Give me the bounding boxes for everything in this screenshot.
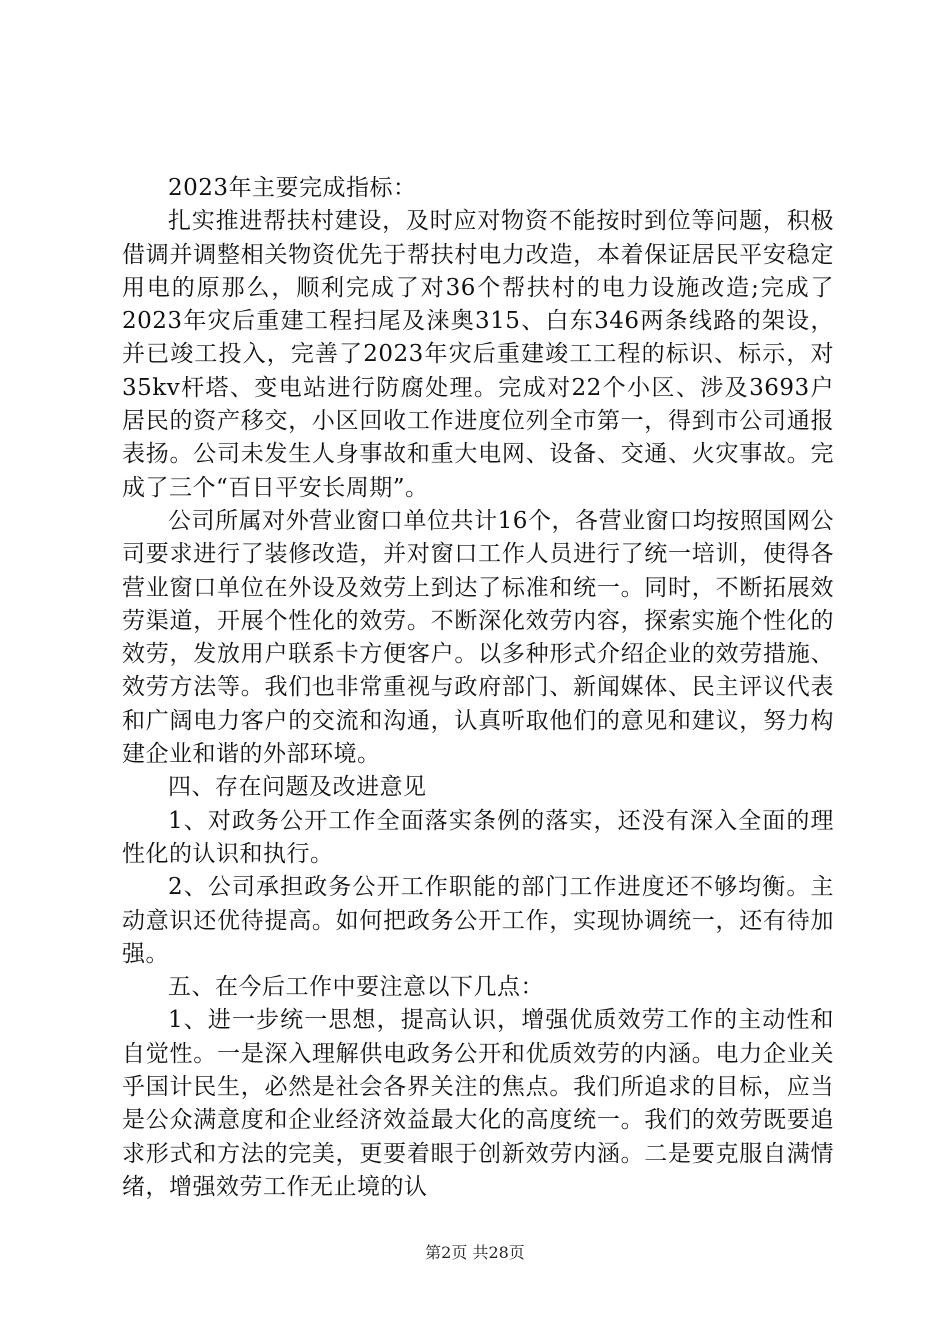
paragraph-village-construction: 扎实推进帮扶村建设，及时应对物资不能按时到位等问题，积极借调并调整相关物资优先于帮扶村电力改造，本着保证居民平安稳定用电的原那么，顺利完成了对36个帮扶村的电力设施改造;完成了2023年灾后重建工程扫尾及涞奥315、白东346两条线路的架设，并已竣工投入，完善了2023年灾后重建竣工工程的标识、标示，对35kv杆塔、变电站进行防腐处理。完成对22个小区、涉及3693户居民的资产移交，小区回收工作进度位列全市第一，得到市公司通报表扬。公司未发生人身事故和重大电网、设备、交通、火灾事故。完成了三个“百日平安长周期”。 xyxy=(122,208,834,501)
paragraph-service-windows: 公司所属对外营业窗口单位共计16个，各营业窗口均按照国网公司要求进行了装修改造，并对窗口工作人员进行了统一培训，使得各营业窗口单位在外设及效劳上到达了标准和统一。同时，不断拓展效劳渠道，开展个性化的效劳。不断深化效劳内容，探索实施个性化的效劳，发放用户联系卡方便客户。以多种形式介绍企业的效劳措施、效劳方法等。我们也非常重视与政府部门、新闻媒体、民主评议代表和广阔电力客户的交流和沟通，认真听取他们的意见和建议，努力构建企业和谐的外部环境。 xyxy=(122,507,834,768)
document-body xyxy=(122,172,834,1204)
section-heading-problems: 四、存在问题及改进意见 xyxy=(168,774,427,801)
paragraph-problem-1: 1、对政务公开工作全面落实条例的落实，还没有深入全面的理性化的认识和执行。 xyxy=(122,807,834,867)
page-footer: 第2页 共28页 xyxy=(425,1243,525,1262)
paragraph-indicators-heading: 2023年主要完成指标： xyxy=(168,175,417,201)
paragraph-problem-2: 2、公司承担政务公开工作职能的部门工作进度还不够均衡。主动意识还优待提高。如何把政务公开工作，实现协调统一，还有待加强。 xyxy=(122,874,834,967)
section-heading-future-work: 五、在今后工作中要注意以下几点： xyxy=(168,974,544,1001)
paragraph-future-1: 1、进一步统一思想，提高认识，增强优质效劳工作的主动性和自觉性。一是深入理解供电政务公开和优质效劳的内涵。电力企业关乎国计民生，必然是社会各界关注的焦点。我们所追求的目标，应当是公众满意度和企业经济效益最大化的高度统一。我们的效劳既要追求形式和方法的完美，更要着眼于创新效劳内涵。二是要克服自满情绪，增强效劳工作无止境的认 xyxy=(122,1007,834,1200)
